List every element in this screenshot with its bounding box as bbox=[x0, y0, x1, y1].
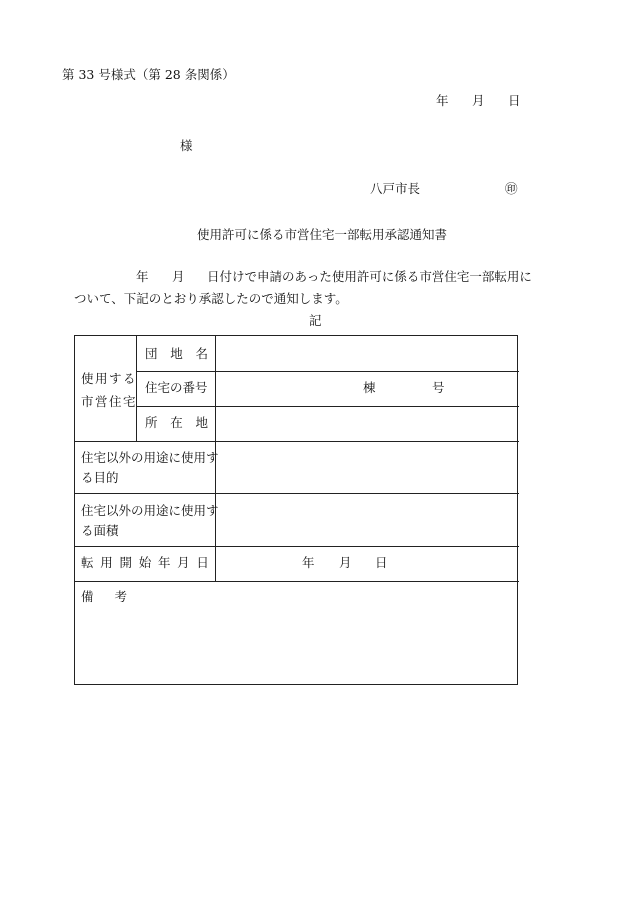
bango-label: 住宅の番号 bbox=[145, 380, 208, 395]
bango-mune: 棟 bbox=[363, 380, 376, 395]
form-number: 第 33 号様式（第 28 条関係） bbox=[62, 67, 235, 82]
area-label-line1: 住宅以外の用途に使用す bbox=[81, 503, 219, 518]
addressee-suffix: 様 bbox=[180, 138, 193, 153]
ki-label: 記 bbox=[309, 313, 322, 328]
date-day: 日 bbox=[508, 93, 521, 108]
group-label-line2: 市営住宅 bbox=[81, 394, 138, 409]
purpose-label-line2: る目的 bbox=[81, 470, 119, 485]
remarks-value[interactable] bbox=[135, 586, 515, 681]
shozaichi-label bbox=[145, 417, 208, 430]
area-value[interactable] bbox=[217, 495, 517, 544]
start-char-1: 転 bbox=[81, 555, 94, 570]
remarks-label bbox=[81, 591, 127, 604]
start-char-5: 年 bbox=[157, 555, 171, 570]
area-label-line2: る面積 bbox=[81, 523, 119, 538]
date-month: 月 bbox=[472, 93, 485, 108]
body-month: 月 bbox=[172, 269, 185, 284]
shozaichi-char-2: 在 bbox=[170, 415, 183, 430]
start-char-4: 始 bbox=[138, 555, 152, 570]
body-line2: ついて、下記のとおり承認したので通知します。 bbox=[74, 291, 348, 306]
start-char-6: 月 bbox=[177, 555, 190, 570]
date-year: 年 bbox=[436, 93, 449, 108]
start-month: 月 bbox=[339, 555, 352, 570]
start-year: 年 bbox=[302, 555, 315, 570]
bango-go: 号 bbox=[432, 380, 445, 395]
group-label-line1: 使用する bbox=[81, 371, 138, 386]
shozaichi-char-3: 地 bbox=[195, 415, 208, 430]
danchi-char-3: 名 bbox=[195, 346, 208, 361]
purpose-label-line1: 住宅以外の用途に使用す bbox=[81, 450, 219, 465]
shozaichi-value[interactable] bbox=[217, 408, 517, 439]
purpose-value[interactable] bbox=[217, 443, 517, 491]
document-title: 使用許可に係る市営住宅一部転用承認通知書 bbox=[197, 227, 448, 242]
danchi-char-2: 地 bbox=[170, 346, 183, 361]
body-year: 年 bbox=[136, 269, 149, 284]
shozaichi-char-1: 所 bbox=[145, 415, 158, 430]
form-table bbox=[74, 335, 518, 685]
remarks-char-2: 考 bbox=[114, 589, 127, 604]
start-char-3: 開 bbox=[119, 555, 132, 570]
start-date-label bbox=[81, 557, 209, 570]
start-char-2: 用 bbox=[100, 555, 113, 570]
start-char-7: 日 bbox=[196, 555, 209, 570]
remarks-char-1: 備 bbox=[81, 589, 94, 604]
danchi-char-1: 団 bbox=[145, 346, 158, 361]
danchi-label bbox=[145, 348, 208, 361]
body-line1: 日付けで申請のあった使用許可に係る市営住宅一部転用に bbox=[207, 269, 532, 284]
start-day: 日 bbox=[375, 555, 388, 570]
danchi-value[interactable] bbox=[217, 338, 517, 369]
issuer-title: 八戸市長 bbox=[370, 181, 421, 196]
seal-icon: ㊞ bbox=[505, 181, 518, 196]
